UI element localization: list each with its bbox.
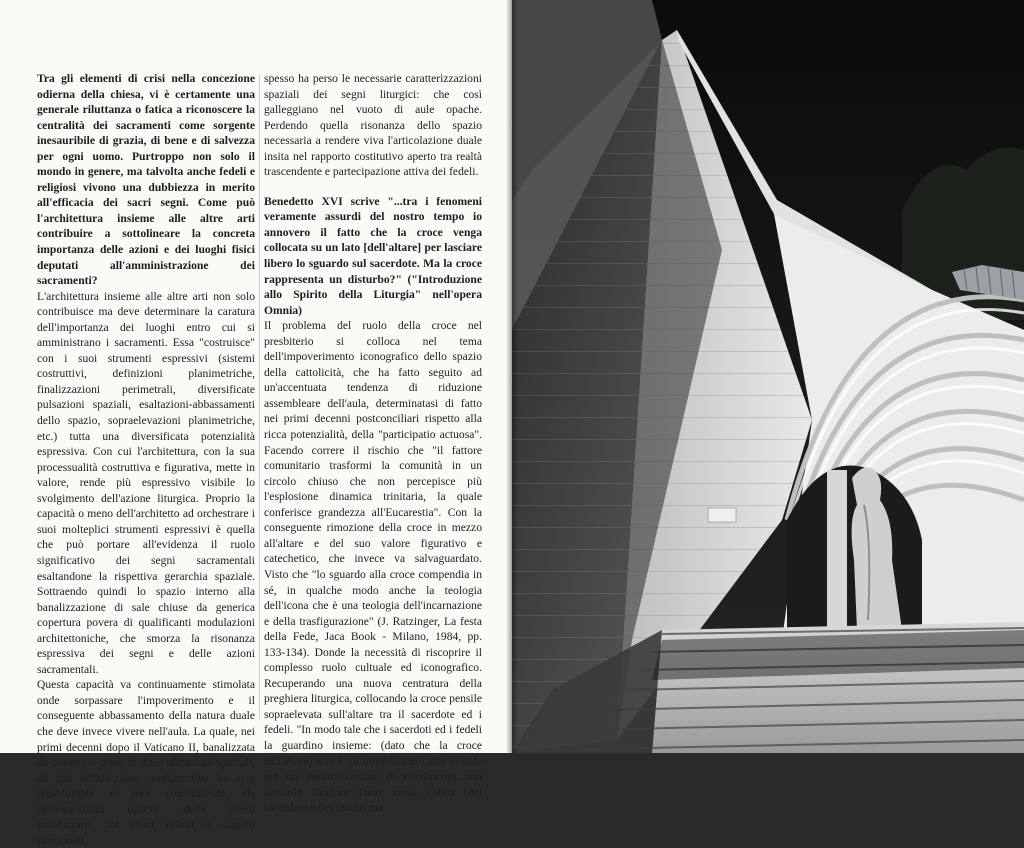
lead-paragraph: Tra gli elementi di crisi nella concezione odierna della chiesa, vi è certamente una generale riluttanza o fatica a riconoscere la centralità dei sacramenti come sorgente inesauribile di grazia, di bene e di salvezza per ogni uomo. Purtroppo non solo il mondo in genere, ma talvolta anche fedeli e religiosi vivono una dubbiezza in merito all'efficacia dei sacri segni. Come può l'architettura insieme alle altre arti contribuire a sottolineare la concreta importanza delle azioni e dei luoghi fisici deputati all'amministrazione dei sacramenti? xyxy=(37,72,255,288)
column-divider xyxy=(259,74,260,719)
book-gutter xyxy=(506,0,518,753)
body-paragraph: spesso ha perso le necessarie caratterizzazioni spaziali dei segni liturgici: che così galleggiano nel vuoto di aule opache. Perdendo quella risonanza dello spazio necessaria a rendere viva l'articolazione duale insita nel rapporto costitutivo aperto tra realtà trascendente e partecipazione attiva dei fedeli. xyxy=(264,72,482,179)
text-column-2 xyxy=(264,71,482,816)
body-paragraph: L'architettura insieme alle altre arti non solo contribuisce ma deve determinare la caratura dell'importanza dei luoghi entro cui si amministrano i sacramenti. Essa "costruisce" con i suoi strumenti espressivi (sistemi costruttivi, definizioni planimetriche, finalizzazioni perimetrali, diversificate pulsazioni spaziali, esaltazioni-abbassamenti dello spazio, sopraelevazioni planimetriche, etc.) tutta una diversificata potenzialità espressiva. Con cui l'architettura, con la sua processualità costruttiva e figurativa, mette in valore, rende più espressivo visibile lo svolgimento dell'azione liturgica. Proprio la capacità o meno dell'architetto ad orchestrare i suoi molteplici strumenti espressivi è quella che può portare all'evidenza il ruolo significativo dei segni sacramentali esaltandone la rispettiva gerarchia spaziale. Sottraendo quindi lo spazio interno alla banalizzazione di sale chiuse da generica copertura povera di qualificanti modulazioni architettoniche, che smorza la risonanza espressiva dei segni e delle azioni sacramentali. xyxy=(37,289,255,676)
church-facade-photo xyxy=(512,0,1024,753)
plaque xyxy=(708,508,736,522)
right-page xyxy=(512,0,1024,753)
body-paragraph: Il problema del ruolo della croce nel presbiterio si colloca nel tema dell'impoverimento iconografico dello spazio della cattolicità, che ha fatto seguito ad un'accentuata tendenza di riduzione assembleare dell'aula, determinatasi di fatto nei primi decenni postconciliari rispetto alla ricca potenzialità, della "participatio actuosa". Facendo correre il rischio che "il fattore comunitario trasformi la comunità in un circolo chiuso che non percepisce più l'esplosione dinamica trinitaria, la quale conferisce grandezza all'Eucarestia". Con la conseguente rimozione della croce in mezzo all'altare e del suo valore figurativo e catechetico, che invece va salvaguardato. Visto che "lo sguardo alla croce compendia in sé, in qualche modo anche la teologia dell'icona che è una teologia dell'incarnazione e della trasfigurazione" (J. Ratzinger, La festa della Fede, Jaca Book - Milano, 1984, pp. 133-134). Donde la necessità di riscoprire il complesso ruolo cultuale ed iconografico. Recuperando una nuova centratura della preghiera liturgica, collocando la croce pensile sopraelevata sull'altare tra il sacerdote ed i fedeli. "In modo tale che i sacerdoti ed i fedeli la guardino insieme: (dato che la croce sull'altare) non è un impedimento alla visuale ma un punto comune di riferimento...non ostacola l'andare l'uno verso l'altro (del sacerdote e dei fedeli) ma xyxy=(264,319,482,815)
quote-paragraph: Benedetto XVI scrive "...tra i fenomeni veramente assurdi del nostro tempo io annovero il fatto che la croce venga collocata su un lato [dell'altare] per lasciare libero lo sguardo sul sacerdote. Ma la croce rappresenta un disturbo?" ("Introduzione allo Spirito della Liturgia" nell'opera Omnia) xyxy=(264,194,482,317)
body-paragraph: Questa capacità va continuamente stimolata onde sorpassare l'impoverimento e il conseguente abbassamento della natura duale che deve invece vivere nell'aula. La quale, nei primi decenni dopo il Vaticano II, banalizzata da coperture prive di diversificazioni spaziali, da una indistinzione configurativa tra area presbiteriale e area comunionale, da perimetrazioni opache delle pareti involucranti, da altari ridotti a oggetti funzionali, xyxy=(37,678,255,847)
left-page xyxy=(0,0,512,847)
text-column-1 xyxy=(37,71,255,848)
